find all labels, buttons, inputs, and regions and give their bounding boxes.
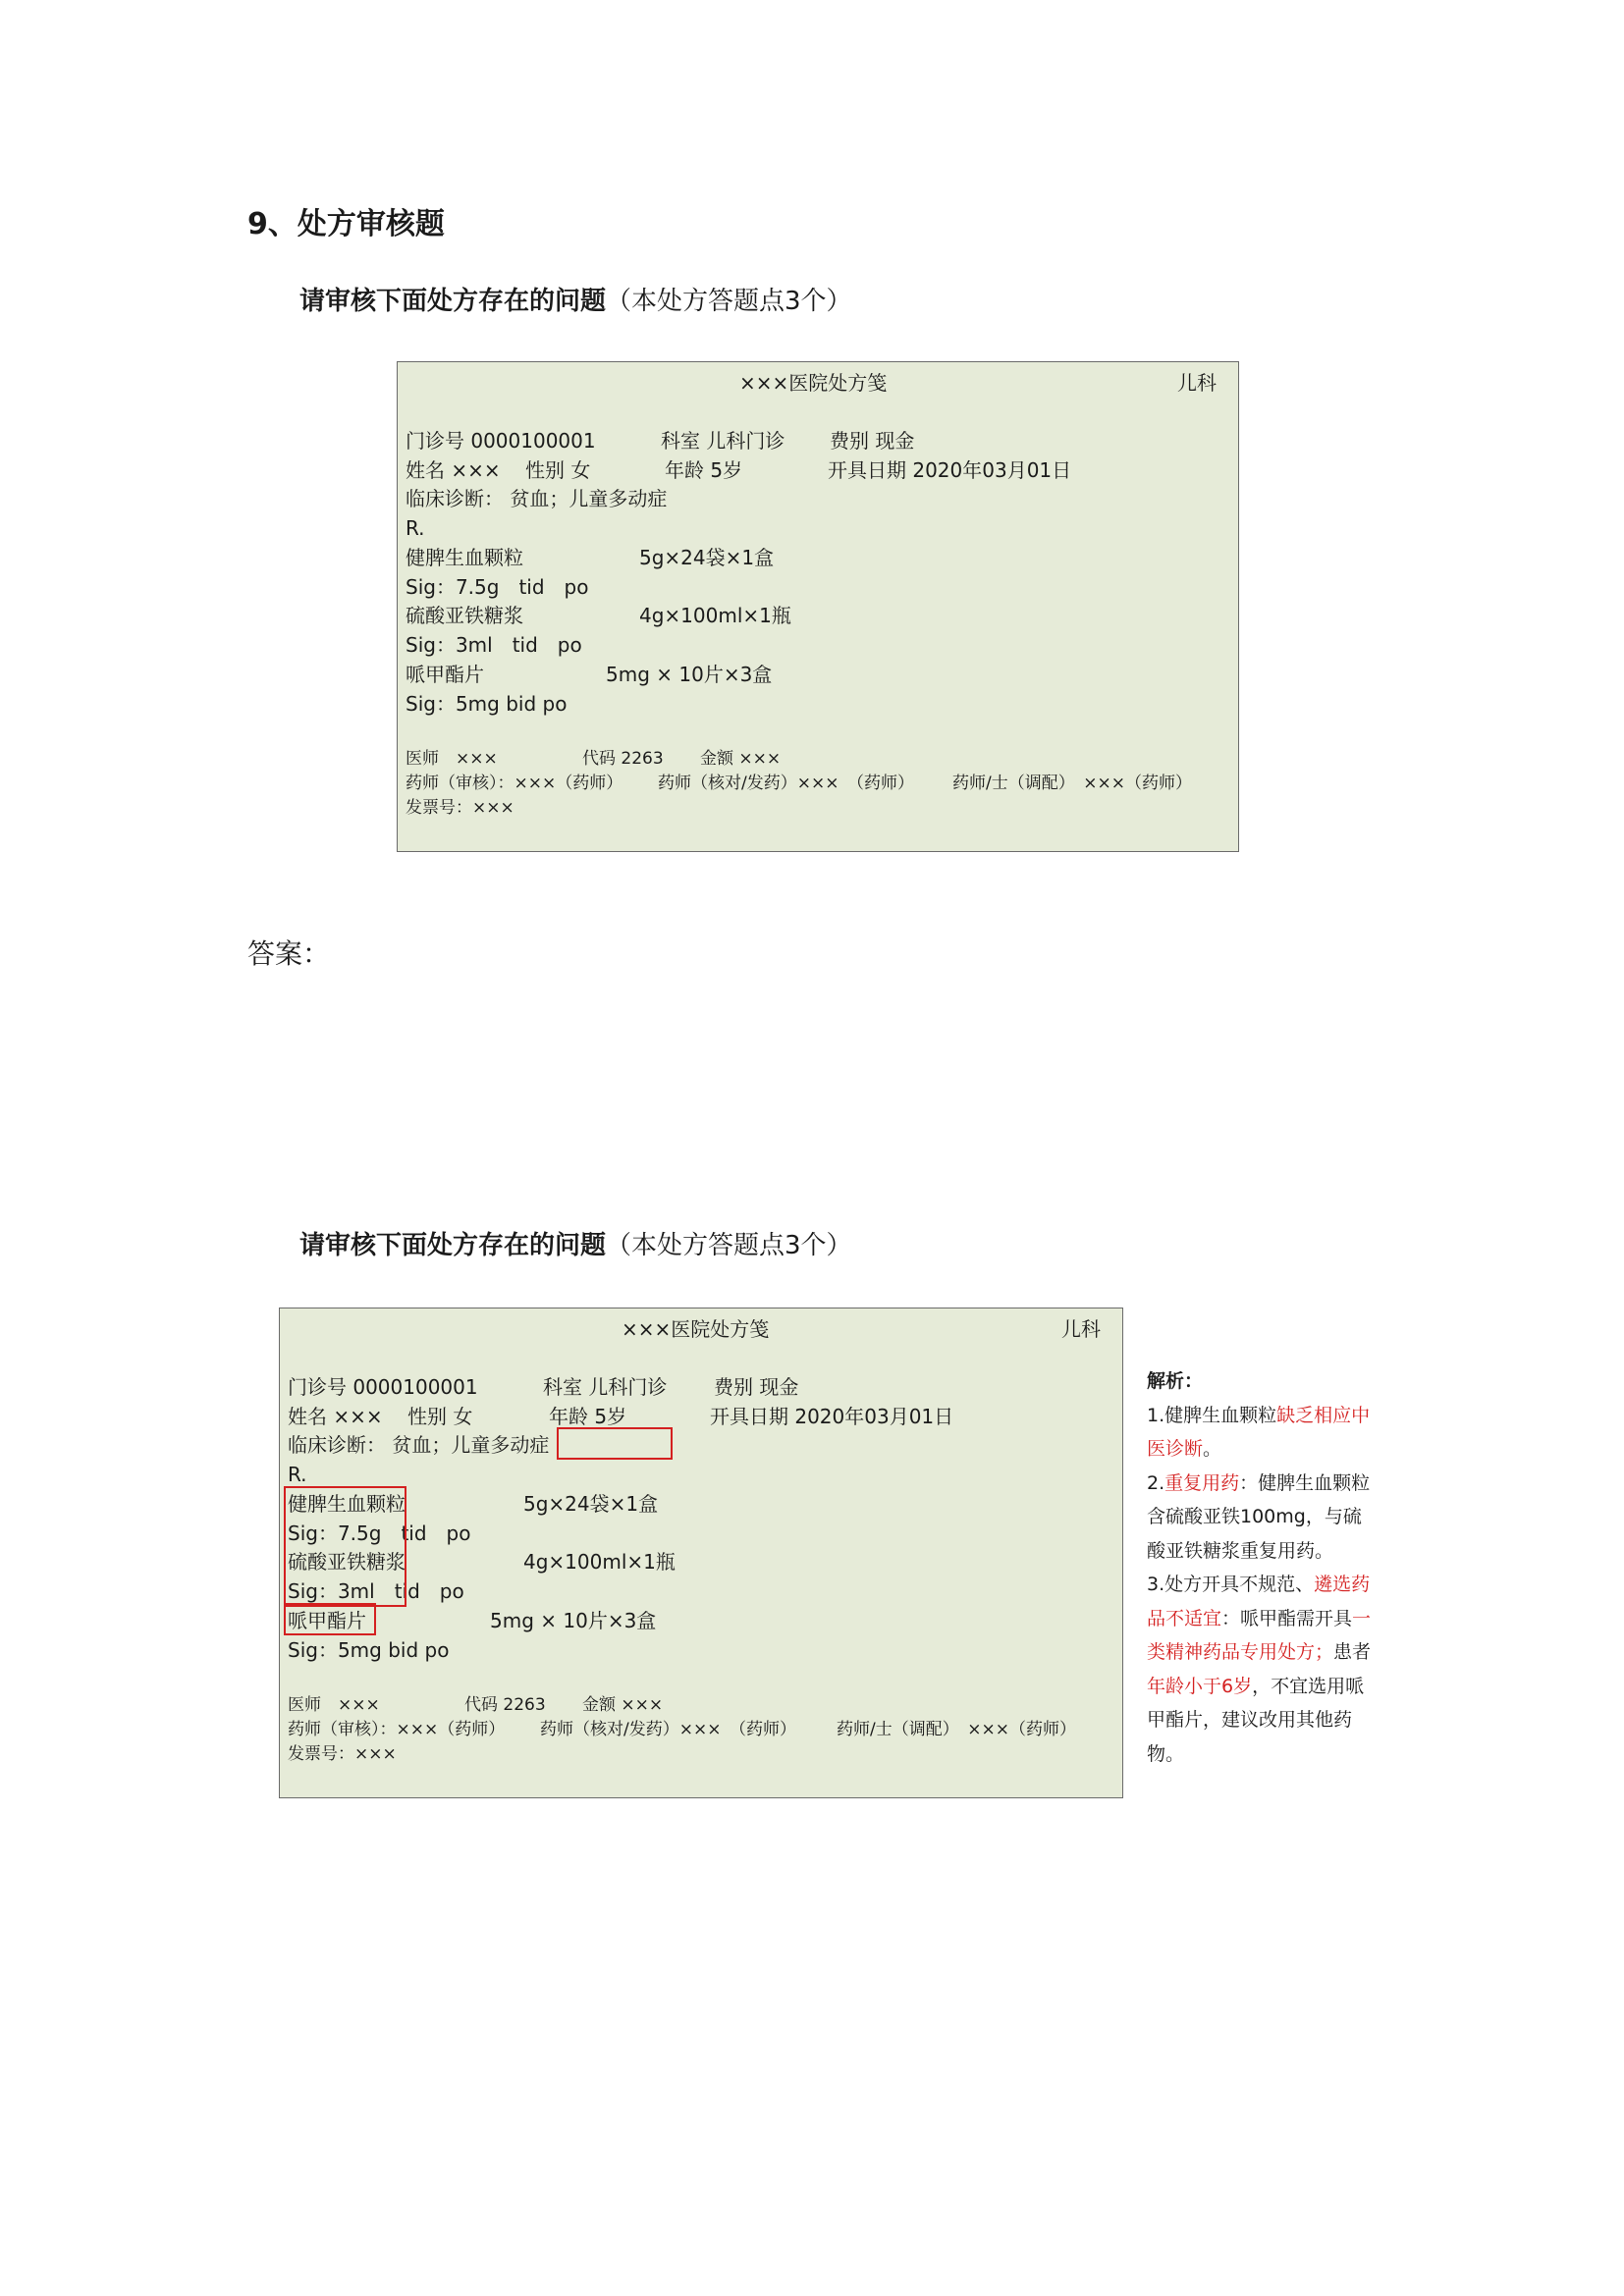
instruction-bold: 请审核下面处方存在的问题 [299,1231,607,1260]
instruction-bold: 请审核下面处方存在的问题 [299,287,607,316]
department-tag: 儿科 [1061,1317,1101,1341]
drug-name: 哌甲酯片 [406,663,484,686]
instruction-note: （本处方答题点3个） [606,1231,852,1260]
patient-name: 姓名 ××× [288,1405,383,1428]
pharmacist-check: 药师（核对/发药）××× （药师） [540,1720,796,1739]
clinic-no: 门诊号 0000100001 [288,1375,478,1399]
patient-sex: 性别 女 [525,458,591,482]
answer-label: 答案： [247,937,331,970]
instruction-note: （本处方答题点3个） [606,287,852,316]
drug-spec: 5g×24袋×1盒 [523,1492,659,1516]
amount: 金额 ××× [700,749,782,769]
methylphenidate-highlight [284,1603,376,1635]
patient-sex: 性别 女 [407,1405,473,1428]
dept: 科室 儿科门诊 [661,429,785,453]
patient-name: 姓名 ××× [406,458,501,482]
drug-sig: Sig：5mg bid po [288,1638,450,1662]
analysis-heading: 解析： [1147,1370,1204,1392]
drug-spec: 4g×100ml×1瓶 [523,1550,676,1574]
issue-date: 开具日期 2020年03月01日 [710,1405,954,1428]
missing-tcm-diagnosis-highlight [557,1427,673,1460]
drug-sig: Sig：3ml tid po [288,1579,464,1603]
drug-name: 健脾生血颗粒 [406,546,523,569]
drug-spec: 4g×100ml×1瓶 [639,604,791,627]
prescription-form-annotated [279,1308,1123,1798]
hospital-title: ×××医院处方笺 [622,1317,770,1341]
analysis-point-3: 3.处方开具不规范、遴选药品不适宜：哌甲酯需开具一类精神药品专用处方；患者年龄小于6岁，不宜选用哌甲酯片，建议改用其他药物。 [1147,1574,1372,1765]
doctor-code: 代码 2263 [582,749,664,769]
issue-date: 开具日期 2020年03月01日 [828,458,1072,482]
drug-spec: 5mg × 10片×3盒 [490,1609,657,1632]
analysis-panel [1147,1364,1375,1771]
diagnosis: 临床诊断： 贫血；儿童多动症 [288,1433,550,1457]
duplicate-drugs-highlight [284,1486,406,1607]
doctor-code: 代码 2263 [464,1695,546,1715]
invoice-no: 发票号：××× [288,1744,397,1764]
drug-name: 健脾生血颗粒 [288,1492,406,1516]
prescription-form [397,361,1239,852]
drug-name: 硫酸亚铁糖浆 [288,1550,406,1574]
patient-age: 年龄 5岁 [549,1405,627,1428]
drug-name: 哌甲酯片 [288,1609,366,1632]
doctor: 医师 ××× [288,1695,380,1715]
drug-spec: 5mg × 10片×3盒 [606,663,773,686]
hospital-title: ×××医院处方笺 [739,371,888,395]
instruction [299,281,852,317]
rx-symbol: R. [406,516,425,540]
dept: 科室 儿科门诊 [543,1375,668,1399]
diagnosis: 临床诊断： 贫血；儿童多动症 [406,487,668,510]
pharmacist-check: 药师（核对/发药）××× （药师） [658,774,914,793]
question-title: 9、处方审核题 [247,207,445,241]
analysis-point-1: 1.健脾生血颗粒缺乏相应中医诊断。 [1147,1404,1371,1460]
pharmacist-dispense: 药师/士（调配） ×××（药师） [837,1720,1076,1739]
drug-sig: Sig：3ml tid po [406,633,582,657]
drug-sig: Sig：7.5g tid po [288,1522,471,1545]
fee: 费别 现金 [714,1375,799,1399]
drug-sig: Sig：7.5g tid po [406,575,589,599]
drug-name: 硫酸亚铁糖浆 [406,604,523,627]
department-tag: 儿科 [1177,371,1217,395]
drug-spec: 5g×24袋×1盒 [639,546,775,569]
amount: 金额 ××× [582,1695,664,1715]
pharmacist-dispense: 药师/士（调配） ×××（药师） [952,774,1192,793]
rx-symbol: R. [288,1463,307,1486]
fee: 费别 现金 [830,429,915,453]
instruction [299,1225,852,1261]
drug-sig: Sig：5mg bid po [406,692,568,716]
clinic-no: 门诊号 0000100001 [406,429,596,453]
doctor: 医师 ××× [406,749,498,769]
pharmacist-review: 药师（审核）：×××（药师） [288,1720,506,1739]
invoice-no: 发票号：××× [406,798,514,818]
analysis-point-2: 2.重复用药：健脾生血颗粒含硫酸亚铁100mg，与硫酸亚铁糖浆重复用药。 [1147,1471,1371,1562]
pharmacist-review: 药师（审核）：×××（药师） [406,774,623,793]
patient-age: 年龄 5岁 [665,458,743,482]
